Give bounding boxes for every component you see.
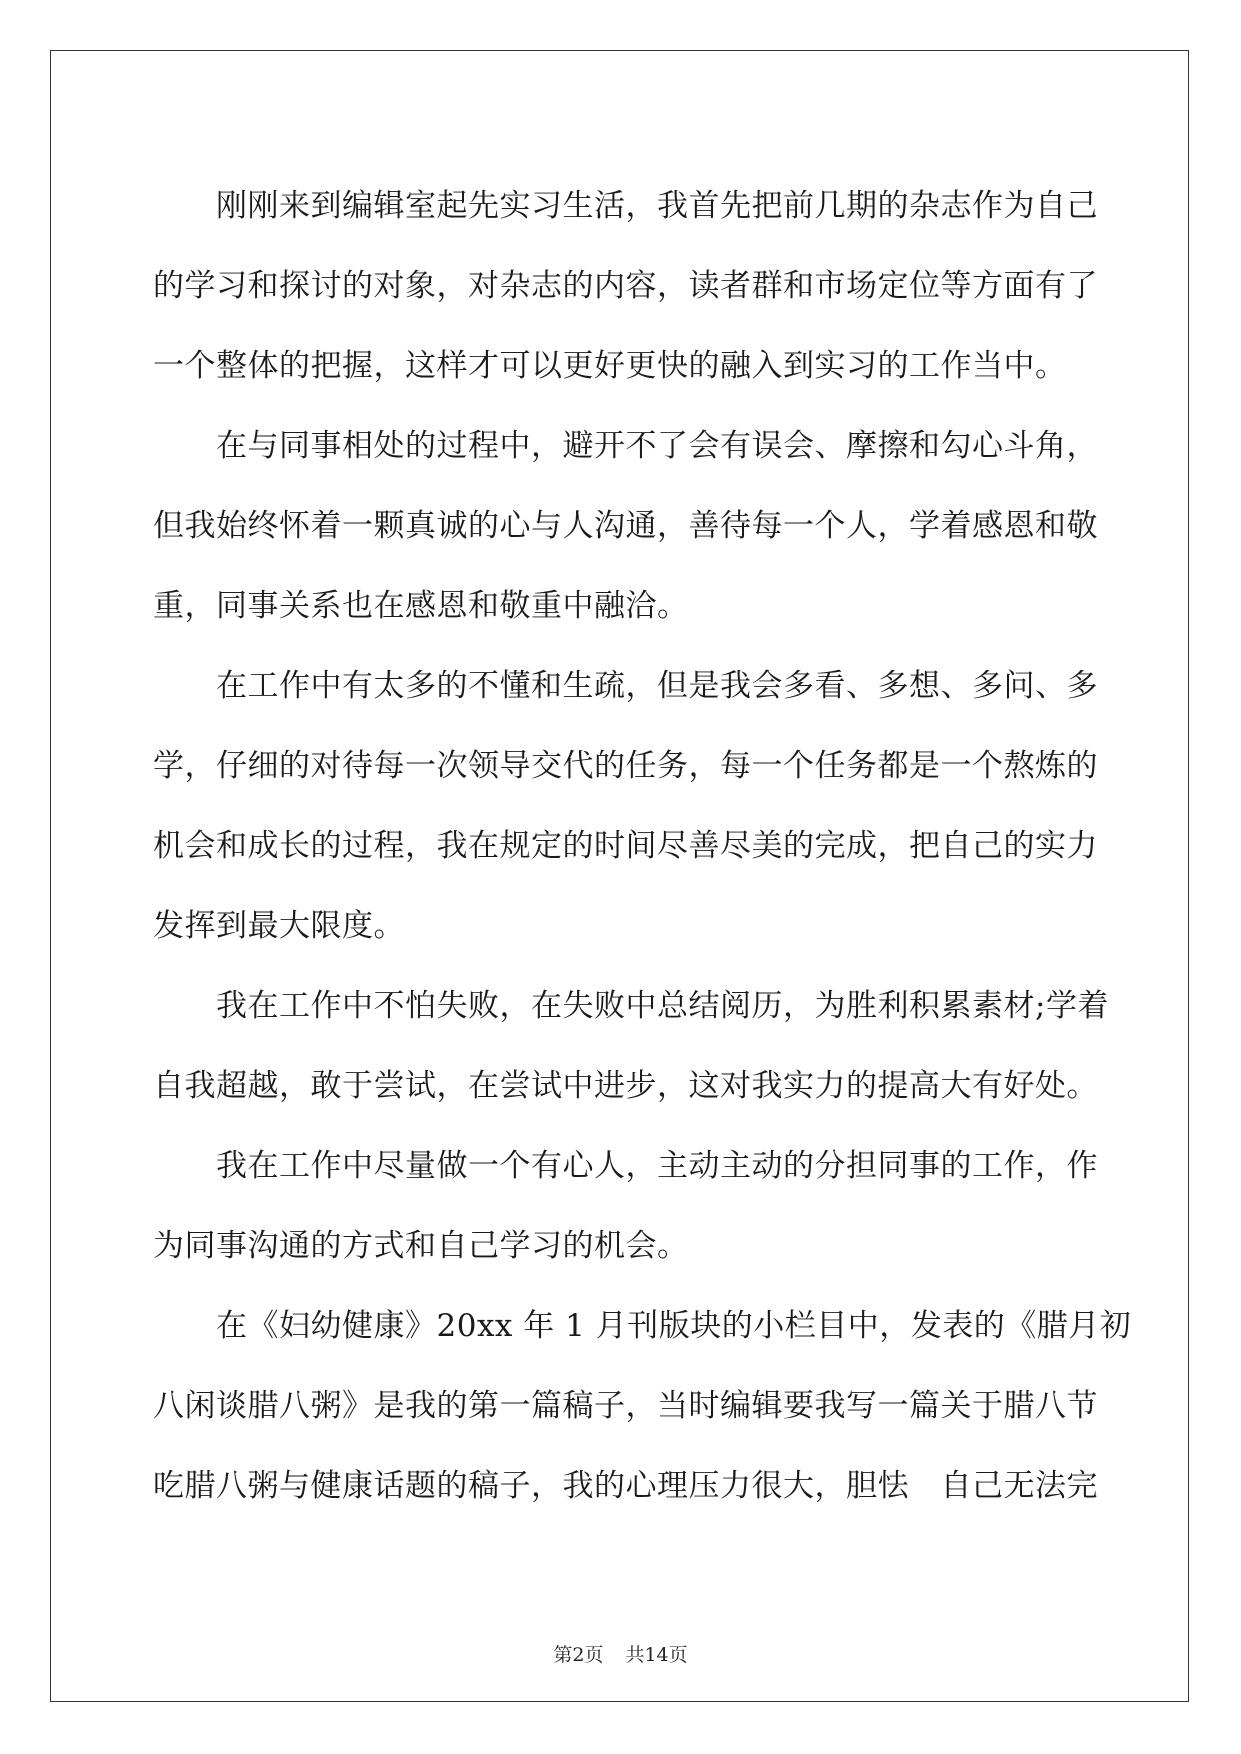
paragraph-6 bbox=[153, 1286, 1132, 1526]
text-line: 重，同事关系也在感恩和敬重中融洽。 bbox=[153, 588, 689, 624]
page-number: 第2页 bbox=[553, 1644, 604, 1666]
text-line: 我在工作中尽量做一个有心人，主动主动的分担同事的工作，作 bbox=[216, 1148, 1098, 1184]
text-line: 机会和成长的过程，我在规定的时间尽善尽美的完成，把自己的实力 bbox=[153, 828, 1098, 864]
text-line: 为同事沟通的方式和自己学习的机会。 bbox=[153, 1228, 689, 1264]
paragraph-3 bbox=[153, 646, 1098, 966]
paragraph-2 bbox=[153, 406, 1098, 646]
text-line: 吃腊八粥与健康话题的稿子，我的心理压力很大，胆怯 自己无法完 bbox=[153, 1468, 1098, 1504]
text-line: 在工作中有太多的不懂和生疏，但是我会多看、多想、多问、多 bbox=[216, 668, 1098, 704]
text-line: 的学习和探讨的对象，对杂志的内容，读者群和市场定位等方面有了 bbox=[153, 268, 1098, 304]
page-footer bbox=[0, 1640, 1241, 1667]
text-line: 发挥到最大限度。 bbox=[153, 908, 405, 944]
text-line: 自我超越，敢于尝试，在尝试中进步，这对我实力的提高大有好处。 bbox=[153, 1068, 1098, 1104]
paragraph-5 bbox=[153, 1126, 1098, 1286]
text-line: 在与同事相处的过程中，避开不了会有误会、摩擦和勾心斗角， bbox=[216, 428, 1098, 464]
text-line: 我在工作中不怕失败，在失败中总结阅历，为胜利积累素材;学着 bbox=[216, 988, 1109, 1024]
text-line: 刚刚来到编辑室起先实习生活，我首先把前几期的杂志作为自己 bbox=[216, 188, 1098, 224]
paragraph-4 bbox=[153, 966, 1109, 1126]
text-line: 学，仔细的对待每一次领导交代的任务，每一个任务都是一个熬炼的 bbox=[153, 748, 1098, 784]
page-total: 共14页 bbox=[625, 1644, 688, 1666]
paragraph-1 bbox=[153, 166, 1098, 406]
text-line: 八闲谈腊八粥》是我的第一篇稿子，当时编辑要我写一篇关于腊八节 bbox=[153, 1388, 1098, 1424]
text-line: 在《妇幼健康》20xx 年 1 月刊版块的小栏目中，发表的《腊月初 bbox=[216, 1308, 1132, 1344]
text-line: 一个整体的把握，这样才可以更好更快的融入到实习的工作当中。 bbox=[153, 348, 1067, 384]
document-body bbox=[153, 166, 1132, 1526]
text-line: 但我始终怀着一颗真诚的心与人沟通，善待每一个人，学着感恩和敬 bbox=[153, 508, 1098, 544]
